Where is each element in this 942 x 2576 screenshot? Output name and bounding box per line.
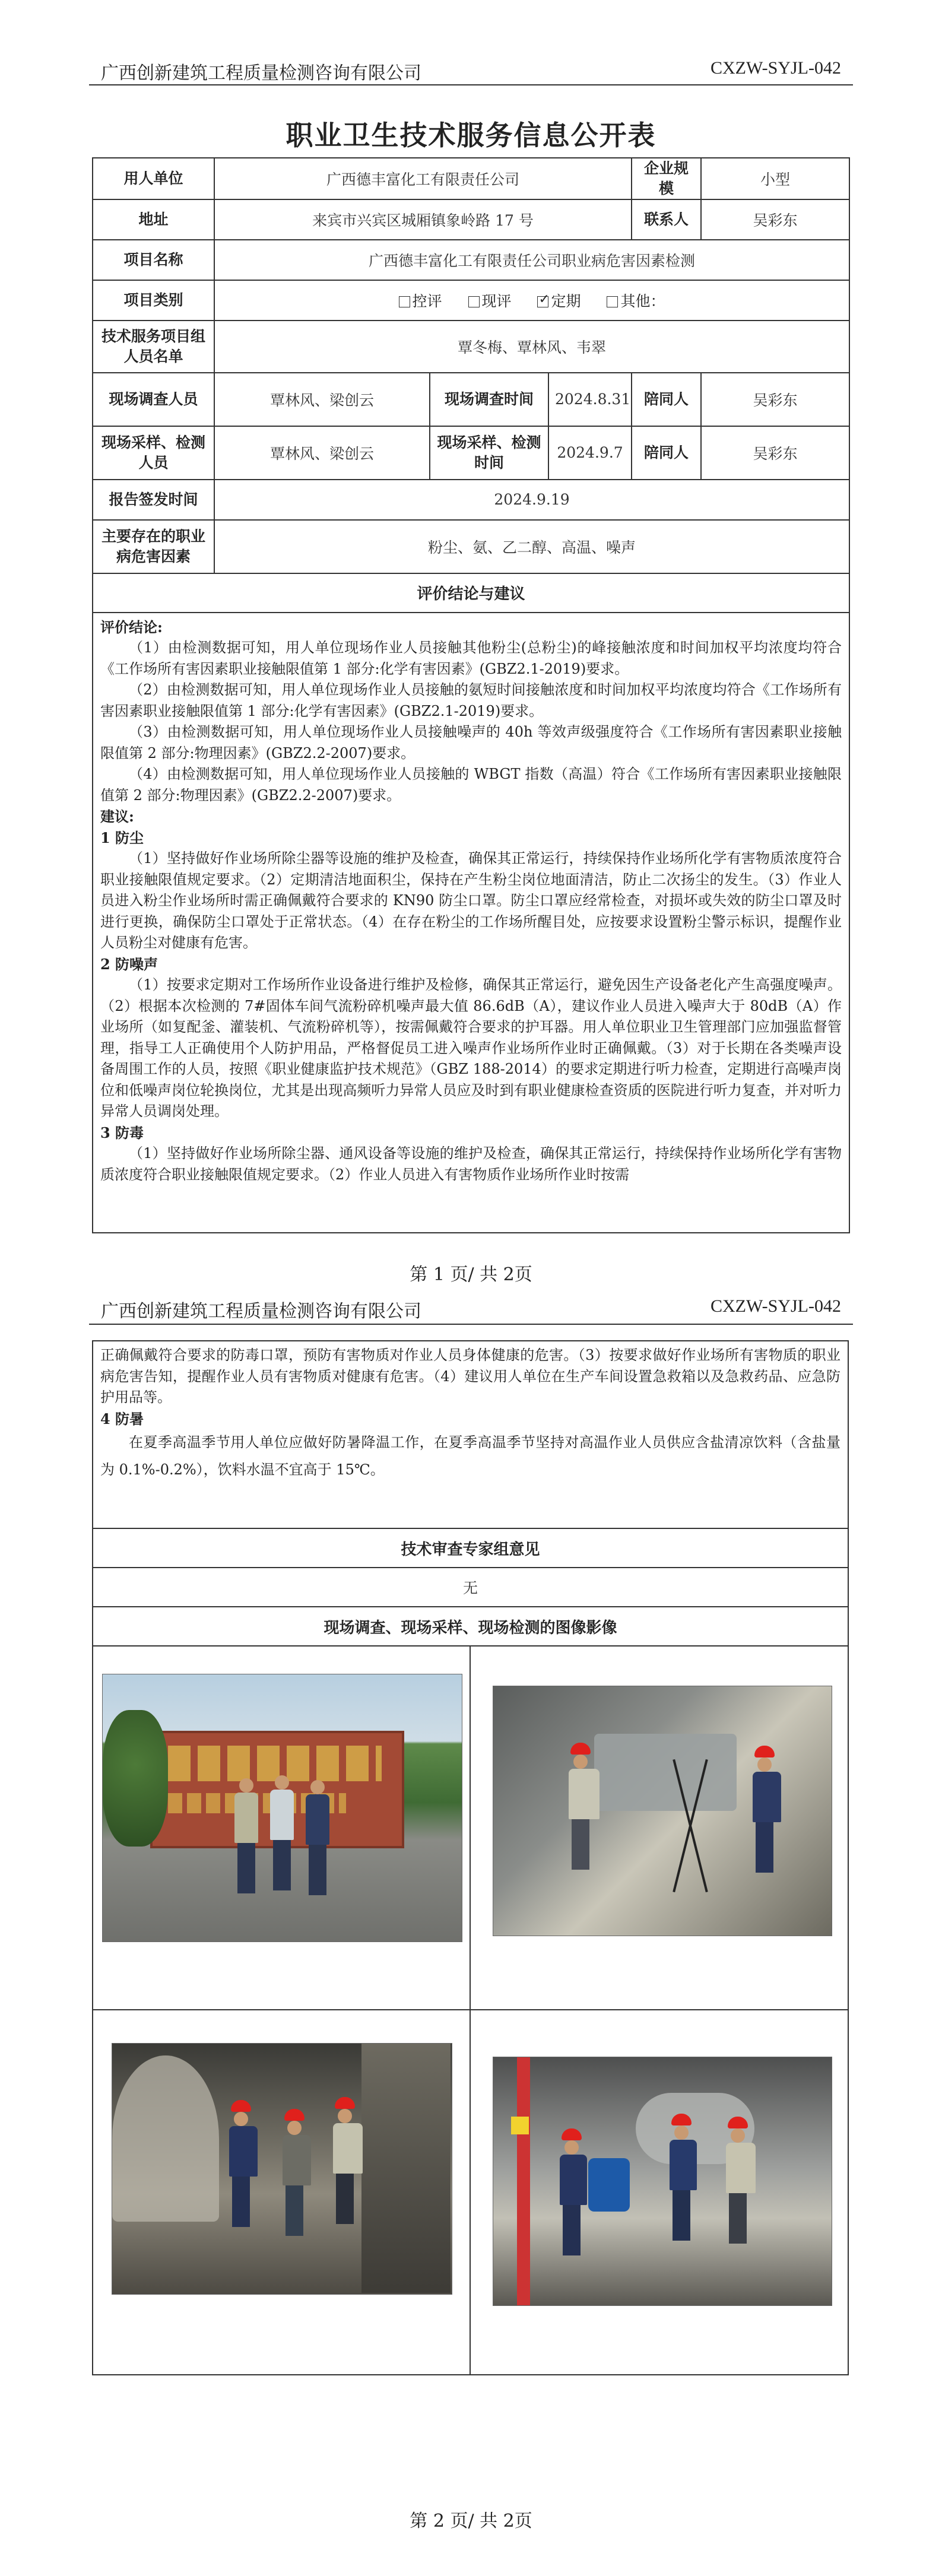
site-photo-noise-measurement (493, 1686, 832, 1936)
page-footer-2: 第 2 页/ 共 2页 (410, 2511, 532, 2531)
accompany-label: 陪同人 (632, 373, 701, 426)
conclusion-2: （2）由检测数据可知，用人单位现场作业人员接触的氨短时间接触浓度和时间加权平均浓度均符合《工作场所有害因素职业接触限值第 1 部分:化学有害因素》(GBZ2.1-2019)要求。 (100, 681, 842, 719)
header-divider (89, 1324, 853, 1325)
survey-time-value: 2024.8.31 (548, 373, 632, 426)
suggestion-3-text-part2: 正确佩戴符合要求的防毒口罩，预防有害物质对作业人员身体健康的危害。（3）按要求做好作业场所有害物质的职业病危害告知，提醒作业人员有害物质对健康有危害。（4）建议用人单位在生产车间设置急救箱以及急救药品、应急防护用品等。 (100, 1347, 840, 1406)
suggestion-4-text: 在夏季高温季节用人单位应做好防暑降温工作，在夏季高温季节坚持对高温作业人员供应含盐清凉饮料（含盐量为 0.1%-0.2%），饮料水温不宜高于 15℃。 (100, 1434, 840, 1478)
page-header (101, 58, 841, 82)
survey-staff-value: 覃林风、梁创云 (214, 373, 430, 426)
employer-label: 用人单位 (93, 158, 214, 199)
category-option[interactable]: 其他： (607, 290, 665, 311)
evaluation-continued (93, 1341, 848, 1528)
images-heading: 现场调查、现场采样、现场检测的图像影像 (93, 1607, 848, 1646)
info-table (92, 157, 850, 1233)
conclusion-title: 评价结论: (100, 618, 163, 636)
sampling-staff-label: 现场采样、检测人员 (93, 426, 214, 480)
site-photo-workshop-sampling (112, 2043, 452, 2295)
page-footer-1: 第 1 页/ 共 2页 (410, 1264, 532, 1285)
accompany-value-2: 吴彩东 (701, 426, 849, 480)
contact-value: 吴彩东 (701, 199, 849, 240)
checkbox-icon (607, 296, 618, 307)
category-options (214, 280, 849, 321)
category-label: 项目类别 (93, 280, 214, 321)
suggestion-title: 建议: (100, 808, 134, 826)
suggestion-4-title: 4 防暑 (100, 1410, 144, 1427)
suggestion-1-title: 1 防尘 (100, 829, 144, 846)
category-option[interactable]: ✓ 定期 (537, 290, 581, 311)
continuation-table (92, 1340, 849, 1647)
project-label: 项目名称 (93, 240, 214, 280)
survey-time-label: 现场调查时间 (430, 373, 548, 426)
suggestion-1-text: （1）坚持做好作业场所除尘器等设施的维护及检查，确保其正常运行，持续保持作业场所化学有害物质浓度符合职业接触限值规定要求。（2）定期清洁地面积尘，保持在产生粉尘岗位地面清洁，防止二次扬尘的发生。（3）作业人员进入粉尘作业场所时需正确佩戴符合要求的 KN90 防尘口罩。防尘口罩应经常检查，对损坏或失效的防尘口罩及时进行更换，确保防尘口罩处于正常状态。（4）在存在粉尘的工作场所醒目处，应按要求设置粉尘警示标识，提醒作业人员粉尘对健康有危害。 (100, 850, 842, 951)
suggestion-3-text-part1: （1）坚持做好作业场所除尘器、通风设备等设施的维护及检查，确保其正常运行，持续保持作业场所化学有害物质浓度符合职业接触限值规定要求。（2）作业人员进入有害物质作业场所作业时按需 (100, 1145, 842, 1183)
site-photo-entrance (102, 1674, 462, 1942)
page-header-2 (101, 1296, 841, 1320)
site-photo-equipment-area (493, 2057, 832, 2306)
hazards-value: 粉尘、氨、乙二醇、高温、噪声 (214, 520, 849, 573)
report-date-label: 报告签发时间 (93, 480, 214, 520)
accompany-value: 吴彩东 (701, 373, 849, 426)
page-title: 职业卫生技术服务信息公开表 (286, 119, 656, 151)
project-value: 广西德丰富化工有限责任公司职业病危害因素检测 (214, 240, 849, 280)
suggestion-2-title: 2 防噪声 (100, 955, 158, 973)
review-heading: 技术审查专家组意见 (93, 1528, 848, 1568)
technicians-label: 技术服务项目组人员名单 (93, 321, 214, 373)
evaluation-content (93, 613, 849, 1233)
conclusion-3: （3）由检测数据可知，用人单位现场作业人员接触噪声的 40h 等效声级强度符合《工作场所有害因素职业接触限值第 2 部分:物理因素》(GBZ2.2-2007)要求。 (100, 724, 842, 762)
suggestion-3-title: 3 防毒 (100, 1124, 144, 1141)
accompany-label-2: 陪同人 (632, 426, 701, 480)
category-option[interactable]: 现评 (468, 290, 512, 311)
evaluation-heading: 评价结论与建议 (93, 573, 849, 613)
scale-label: 企业规模 (632, 158, 701, 199)
checkbox-icon (399, 296, 410, 307)
header-divider (89, 84, 853, 85)
checked-checkbox-icon (537, 296, 548, 307)
header-code: CXZW-SYJL-042 (711, 58, 841, 78)
technicians-value: 覃冬梅、覃林风、韦翠 (214, 321, 849, 373)
sampling-time-value: 2024.9.7 (548, 426, 632, 480)
employer-value: 广西德丰富化工有限责任公司 (214, 158, 632, 199)
category-option[interactable]: 控评 (399, 290, 442, 311)
survey-staff-label: 现场调查人员 (93, 373, 214, 426)
suggestion-2-text: （1）按要求定期对工作场所作业设备进行维护及检修，确保其正常运行，避免因生产设备老化产生高强度噪声。（2）根据本次检测的 7#固体车间气流粉碎机噪声最大值 86.6dB（A），建议作业人员进入噪声大于 80dB（A）作业场所（如复配釜、灌装机、气流粉碎机等），按需佩戴符合要求的护耳器。用人单位职业卫生管理部门应加强监督管理，指导工人正确使用个人防护用品，严格督促员工进入噪声作业场所作业时正确佩戴。（3）对于长期在各类噪声设备周围工作的人员，按照《职业健康监护技术规范》（GBZ 188-2014）的要求定期进行听力检查，定期进行高噪声岗位和低噪声岗位轮换岗位，尤其是出现高频听力异常人员应及时到有职业健康检查资质的医院进行听力复查，并对听力异常人员调岗处理。 (100, 976, 842, 1120)
scale-value: 小型 (701, 158, 849, 199)
hazards-label: 主要存在的职业病危害因素 (93, 520, 214, 573)
header-code: CXZW-SYJL-042 (711, 1296, 841, 1316)
address-label: 地址 (93, 199, 214, 240)
sampling-staff-value: 覃林风、梁创云 (214, 426, 430, 480)
report-date-value: 2024.9.19 (214, 480, 849, 520)
conclusion-1: （1）由检测数据可知，用人单位现场作业人员接触其他粉尘(总粉尘)的峰接触浓度和时间加权平均浓度均符合《工作场所有害因素职业接触限值第 1 部分:化学有害因素》(GBZ2.1-2019)要求。 (100, 639, 842, 677)
conclusion-4: （4）由检测数据可知，用人单位现场作业人员接触的 WBGT 指数（高温）符合《工作场所有害因素职业接触限值第 2 部分:物理因素》(GBZ2.2-2007)要求。 (100, 766, 842, 804)
sampling-time-label: 现场采样、检测时间 (430, 426, 548, 480)
address-value: 来宾市兴宾区城厢镇象岭路 17 号 (214, 199, 632, 240)
header-org: 广西创新建筑工程质量检测咨询有限公司 (101, 1301, 421, 1322)
contact-label: 联系人 (632, 199, 701, 240)
header-org: 广西创新建筑工程质量检测咨询有限公司 (101, 63, 421, 84)
review-content: 无 (93, 1568, 848, 1607)
checkbox-icon (468, 296, 480, 307)
page-2 (0, 1288, 942, 2576)
